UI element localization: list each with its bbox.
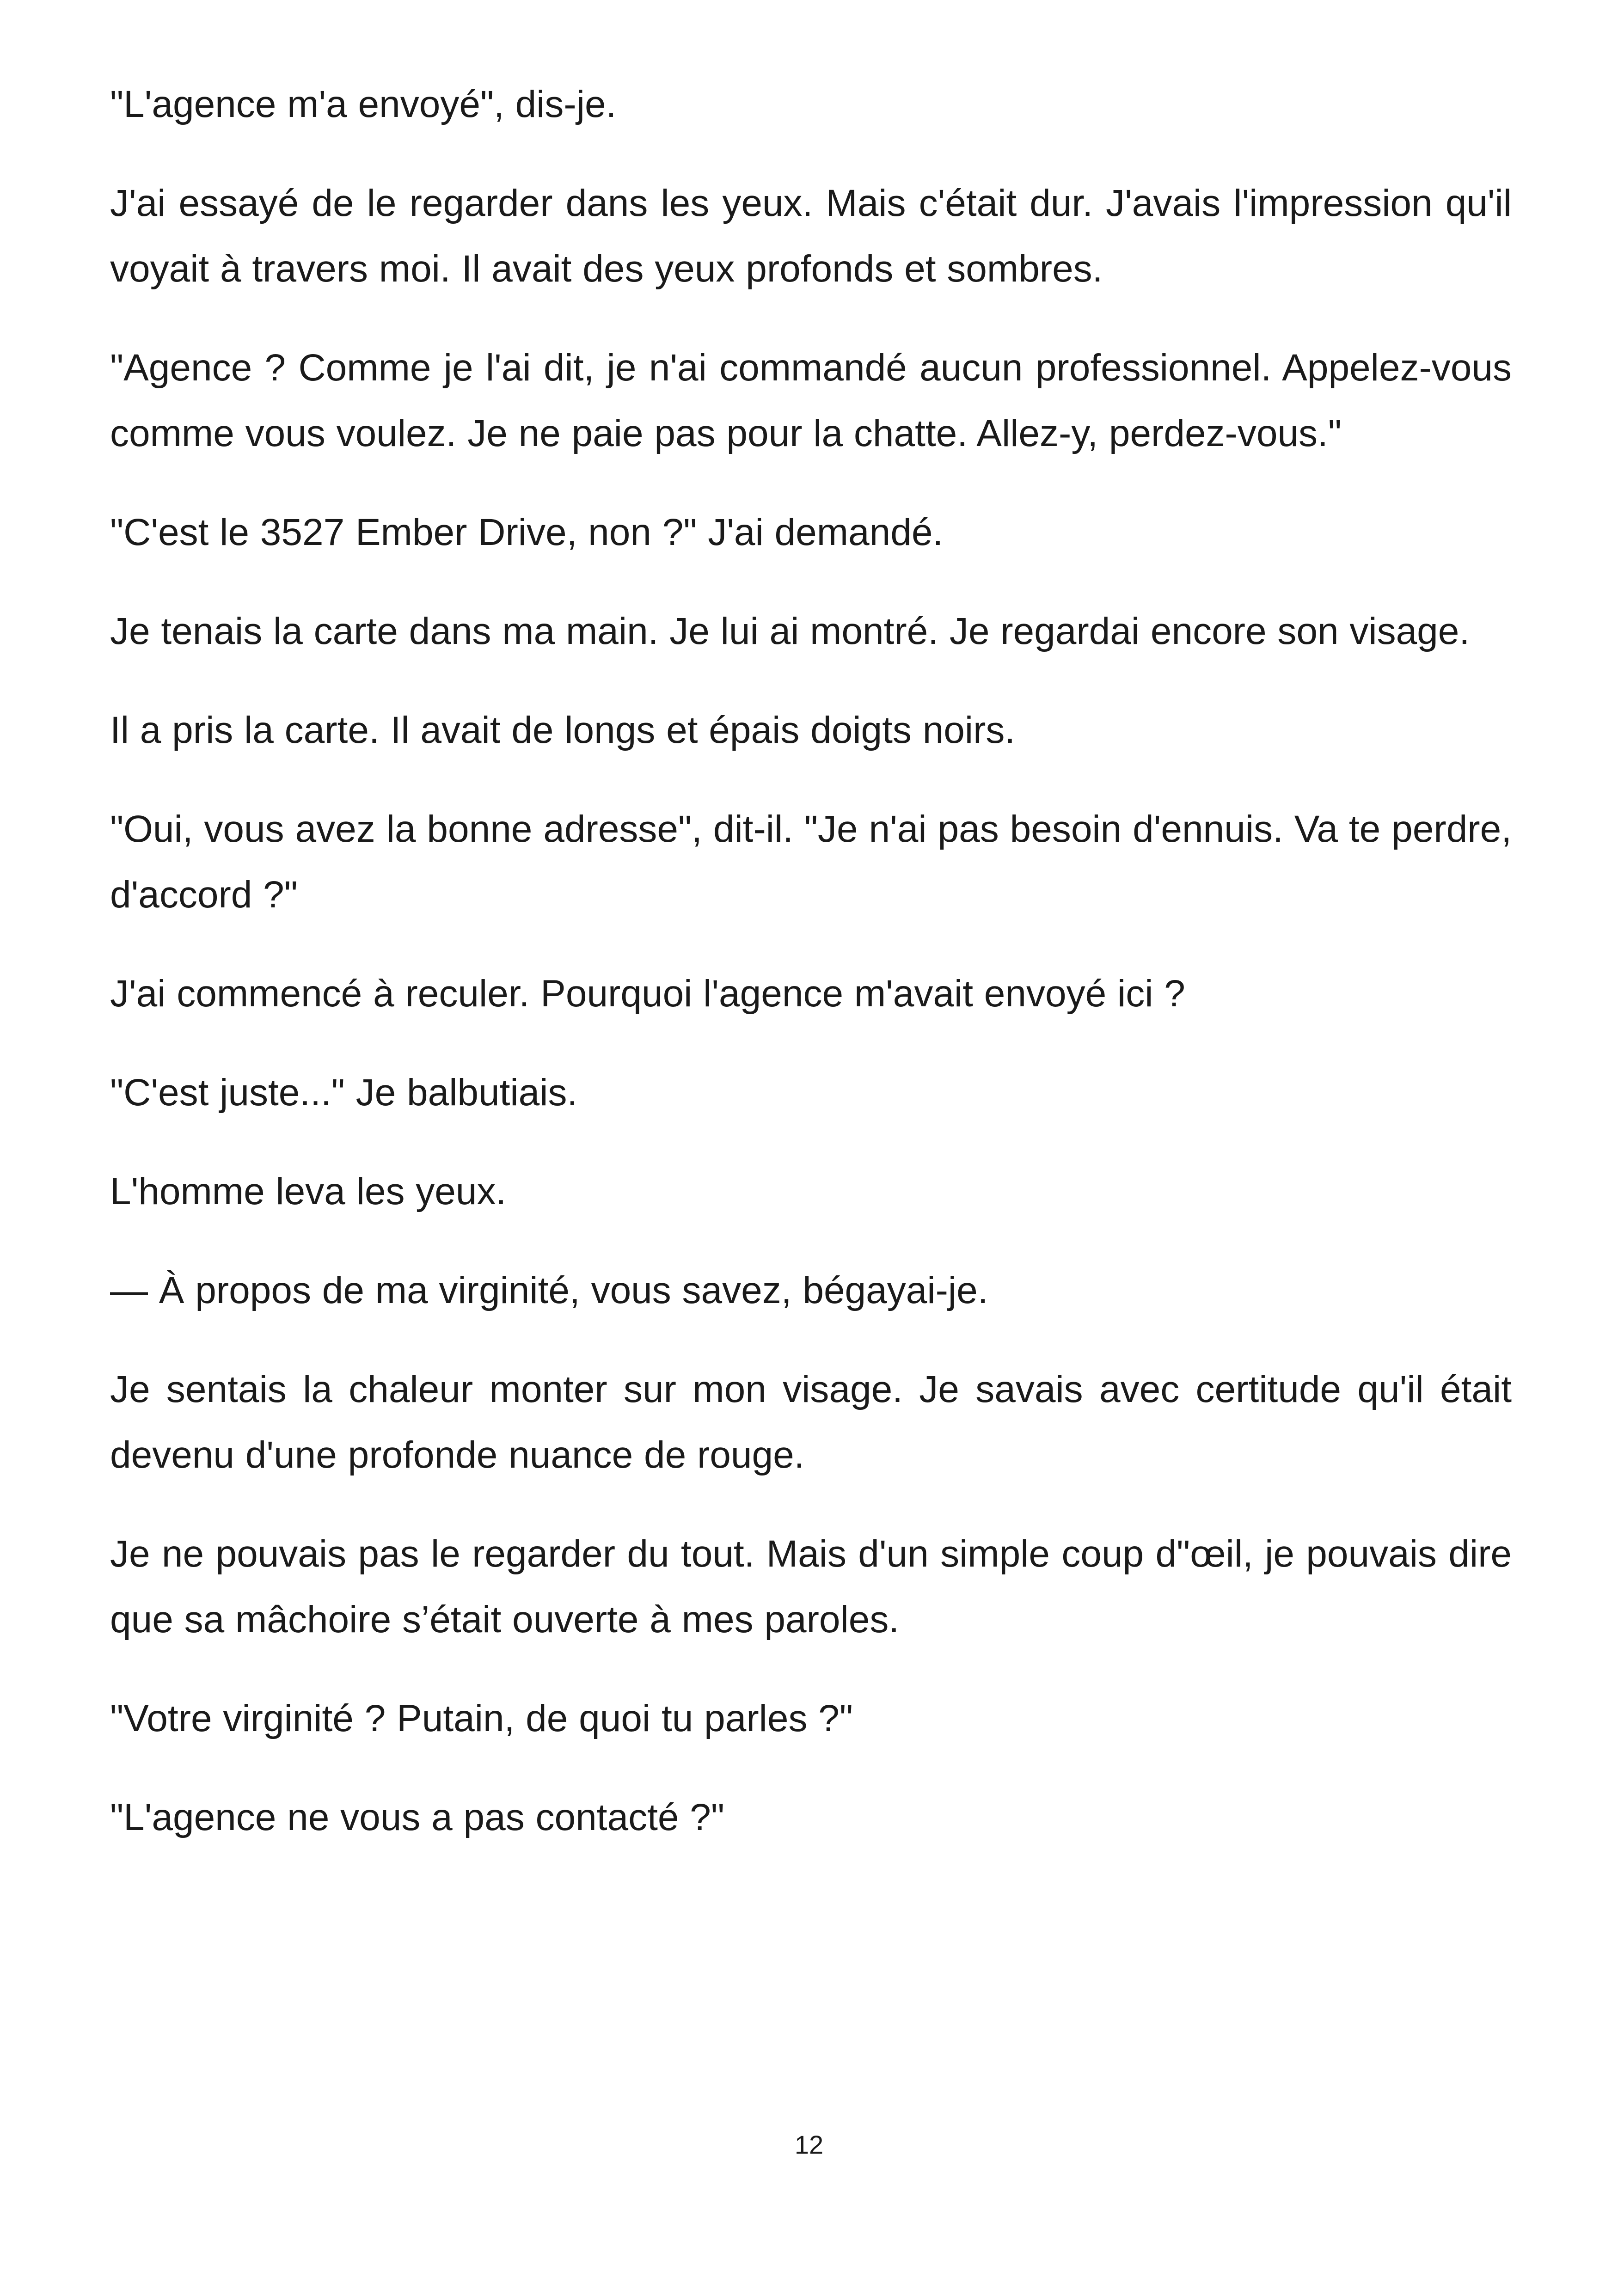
paragraph: L'homme leva les yeux. [110,1170,507,1212]
paragraph: "C'est juste..." Je balbutiais. [110,1071,578,1114]
body-text [110,72,1512,1884]
paragraph: J'ai commencé à reculer. Pourquoi l'agence m'avait envoyé ici ? [110,973,1185,1015]
paragraph: — À propos de ma virginité, vous savez, bégayai-je. [110,1269,988,1311]
paragraph: J'ai essayé de le regarder dans les yeux. Mais c'était dur. J'avais l'impression qu'il voyait à travers moi. Il avait des yeux profonds et sombres. [110,182,1512,290]
paragraph: "C'est le 3527 Ember Drive, non ?" J'ai demandé. [110,511,944,553]
paragraph: Il a pris la carte. Il avait de longs et épais doigts noirs. [110,709,1016,751]
page-number: 12 [794,2130,824,2159]
paragraph: "Votre virginité ? Putain, de quoi tu parles ?" [110,1697,853,1739]
paragraph: "Agence ? Comme je l'ai dit, je n'ai commandé aucun professionnel. Appelez-vous comme vous voulez. Je ne paie pas pour la chatte. Allez-y, perdez-vous." [110,347,1512,454]
paragraph: "Oui, vous avez la bonne adresse", dit-il. "Je n'ai pas besoin d'ennuis. Va te perdre, d'accord ?" [110,808,1512,916]
paragraph: Je ne pouvais pas le regarder du tout. Mais d'un simple coup d"œil, je pouvais dire que sa mâchoire s’était ouverte à mes paroles. [110,1533,1512,1641]
paragraph: Je sentais la chaleur monter sur mon visage. Je savais avec certitude qu'il était devenu d'une profonde nuance de rouge. [110,1368,1512,1476]
paragraph: Je tenais la carte dans ma main. Je lui ai montré. Je regardai encore son visage. [110,610,1470,652]
paragraph: "L'agence ne vous a pas contacté ?" [110,1796,725,1838]
paragraph: "L'agence m'a envoyé", dis-je. [110,83,617,125]
